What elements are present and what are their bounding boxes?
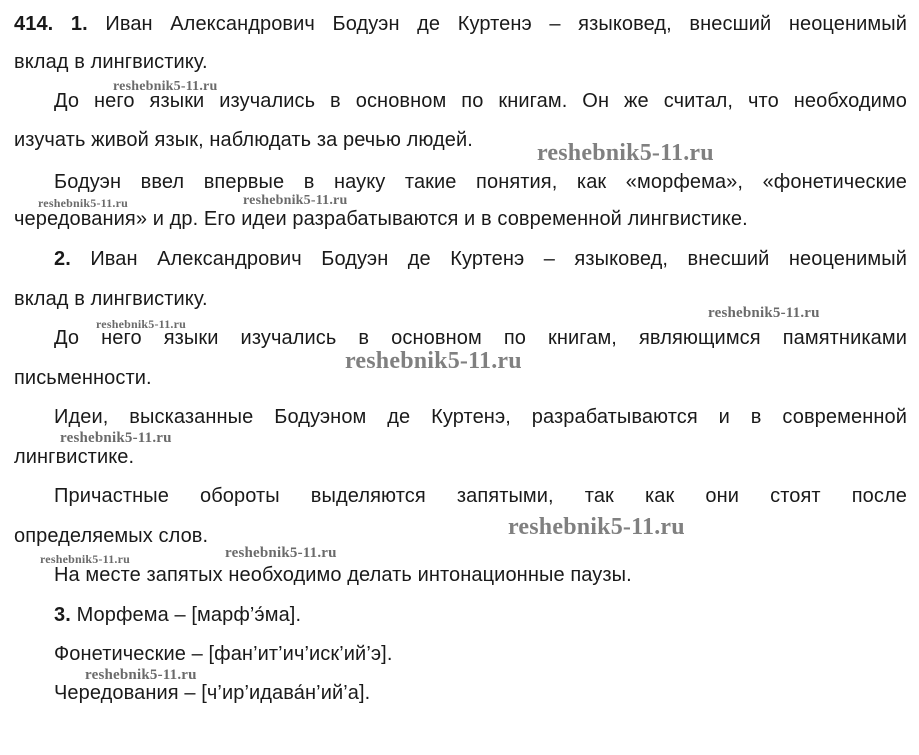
part1-paragraph2-line2: изучать живой язык, наблюдать за речью людей. <box>14 129 473 151</box>
part3-number: 3. <box>54 604 71 626</box>
watermark: reshebnik5-11.ru <box>508 514 685 540</box>
part2-paragraph2-line1: До него языки изучались в основном по книгам, являющимся памятниками <box>54 327 907 349</box>
part2-number: 2. <box>54 248 71 270</box>
watermark: reshebnik5-11.ru <box>40 552 130 566</box>
part2-paragraph4-line1: Причастные обороты выделяются запятыми, так как они стоят после <box>54 485 907 507</box>
part3-foneticheskie-transcription: Фонетические – [фан’ит’ич’иск’ий’э]. <box>54 643 393 665</box>
watermark: reshebnik5-11.ru <box>113 79 218 94</box>
part2-line-1 <box>54 247 907 271</box>
part1-paragraph1-line2: вклад в лингвистику. <box>14 51 208 73</box>
watermark: reshebnik5-11.ru <box>708 305 820 321</box>
part3-line-1 <box>54 603 907 627</box>
task-number: 414. <box>14 13 54 35</box>
part1-paragraph3-line2: чередования» и др. Его идеи разрабатываются и в современной лингвистике. <box>14 208 748 230</box>
watermark: reshebnik5-11.ru <box>96 317 186 331</box>
watermark: reshebnik5-11.ru <box>243 193 348 208</box>
part2-paragraph3-line2: лингвистике. <box>14 446 135 468</box>
watermark: reshebnik5-11.ru <box>537 140 714 166</box>
part1-paragraph2-line1: До него языки изучались в основном по книгам. Он же считал, что необходимо <box>54 90 907 112</box>
part2-paragraph5-line1: На месте запятых необходимо делать интонационные паузы. <box>54 564 632 586</box>
watermark: reshebnik5-11.ru <box>345 348 522 374</box>
part3-cheredovaniya-transcription: Чередования – [ч’ир’идава́н’ий’а]. <box>54 682 371 704</box>
part1-paragraph1-text: Иван Александрович Бодуэн де Куртенэ – языковед, внесший неоценимый <box>105 13 907 35</box>
watermark: reshebnik5-11.ru <box>85 667 197 683</box>
part3-morfema-transcription: Морфема – [марф’э́ма]. <box>76 604 302 626</box>
part2-paragraph1-text: Иван Александрович Бодуэн де Куртенэ – языковед, внесший неоценимый <box>90 248 907 270</box>
part2-paragraph1-line2: вклад в лингвистику. <box>14 288 208 310</box>
part1-line-1 <box>14 12 907 36</box>
part2-paragraph2-line2: письменности. <box>14 367 152 389</box>
watermark: reshebnik5-11.ru <box>38 196 128 210</box>
part1-paragraph3-line1: Бодуэн ввел впервые в науку такие понятия, как «морфема», «фонетические <box>54 171 907 193</box>
watermark: reshebnik5-11.ru <box>60 430 172 446</box>
part2-paragraph4-line2: определяемых слов. <box>14 525 209 547</box>
part2-paragraph3-line1: Идеи, высказанные Бодуэном де Куртенэ, разрабатываются и в современной <box>54 406 907 428</box>
part1-number: 1. <box>70 13 88 35</box>
watermark: reshebnik5-11.ru <box>225 545 337 561</box>
